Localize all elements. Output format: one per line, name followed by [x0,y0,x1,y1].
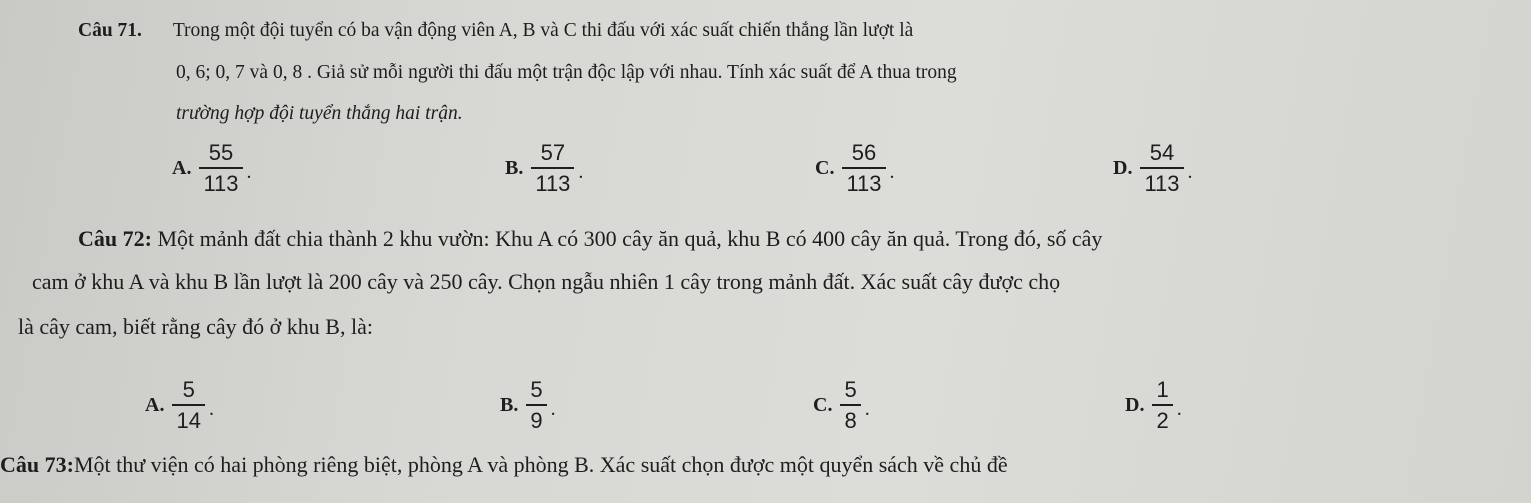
q71-line2: 0, 6; 0, 7 và 0, 8 . Giả sử mỗi người thi đấu một trận độc lập với nhau. Tính xác suất để A thua trong [176,62,957,83]
choice-letter: D. [1125,393,1145,416]
denominator: 14 [172,404,204,433]
q72-label: Câu 72: [78,226,152,251]
choice-letter: C. [813,393,833,416]
q71-line1 [78,20,913,42]
denominator: 113 [842,167,885,196]
numerator: 5 [182,377,195,402]
fraction [840,377,860,434]
q73-line1 [0,452,1008,478]
choice-letter: A. [172,156,192,179]
numerator: 5 [844,377,857,402]
q71-choice-d[interactable]: D. $\frac{54}{113}$ . [1113,140,1193,197]
fraction [172,377,204,434]
denominator: 8 [840,404,860,433]
denominator: 113 [199,167,242,196]
numerator: 54 [1149,140,1175,165]
q73-label: Câu 73: [0,452,74,477]
numerator: 5 [530,377,543,402]
q72-choice-c[interactable]: C. $\frac{5}{8}$ . [813,377,870,434]
fraction [199,140,242,197]
q71-label: Câu 71. [78,20,142,41]
fraction [531,140,574,197]
q72-line1 [78,226,1102,252]
fraction [842,140,885,197]
numerator: 55 [208,140,234,165]
choice-letter: C. [815,156,835,179]
q71-text-line1: Trong một đội tuyển có ba vận động viên A, B và C thi đấu với xác suất chiến thắng lần lượt là [172,20,914,41]
denominator: 2 [1152,404,1172,433]
fraction [1140,140,1183,197]
choice-letter: D. [1113,156,1133,179]
q71-line3: trường hợp đội tuyển thắng hai trận. [176,103,463,124]
q72-choice-a[interactable]: A. $\frac{5}{14}$ . [145,377,214,434]
q72-text-line1: Một mảnh đất chia thành 2 khu vườn: Khu A có 300 cây ăn quả, khu B có 400 cây ăn quả. Trong đó, số cây [157,226,1103,251]
choice-letter: A. [145,393,165,416]
q73-text-line1: Một thư viện có hai phòng riêng biệt, phòng A và phòng B. Xác suất chọn được một quyển sách về chủ đề [73,452,1008,477]
denominator: 113 [1140,167,1183,196]
q72-choice-d[interactable]: D. $\frac{1}{2}$ . [1125,377,1182,434]
choice-letter: B. [500,393,519,416]
q72-line3: là cây cam, biết rằng cây đó ở khu B, là: [18,314,373,339]
q71-choice-c[interactable]: C. $\frac{56}{113}$ . [815,140,895,197]
q71-choice-a[interactable]: A. $\frac{55}{113}$ . [172,140,252,197]
denominator: 9 [526,404,546,433]
numerator: 57 [540,140,566,165]
numerator: 1 [1156,377,1169,402]
denominator: 113 [531,167,574,196]
q71-choice-b[interactable]: B. $\frac{57}{113}$ . [505,140,584,197]
q72-line2: cam ở khu A và khu B lần lượt là 200 cây và 250 cây. Chọn ngẫu nhiên 1 cây trong mảnh đất. Xác suất cây được chọ [32,269,1061,294]
fraction [1152,377,1172,434]
numerator: 56 [851,140,877,165]
q72-choice-b[interactable]: B. $\frac{5}{9}$ . [500,377,556,434]
fraction [526,377,546,434]
choice-letter: B. [505,156,524,179]
